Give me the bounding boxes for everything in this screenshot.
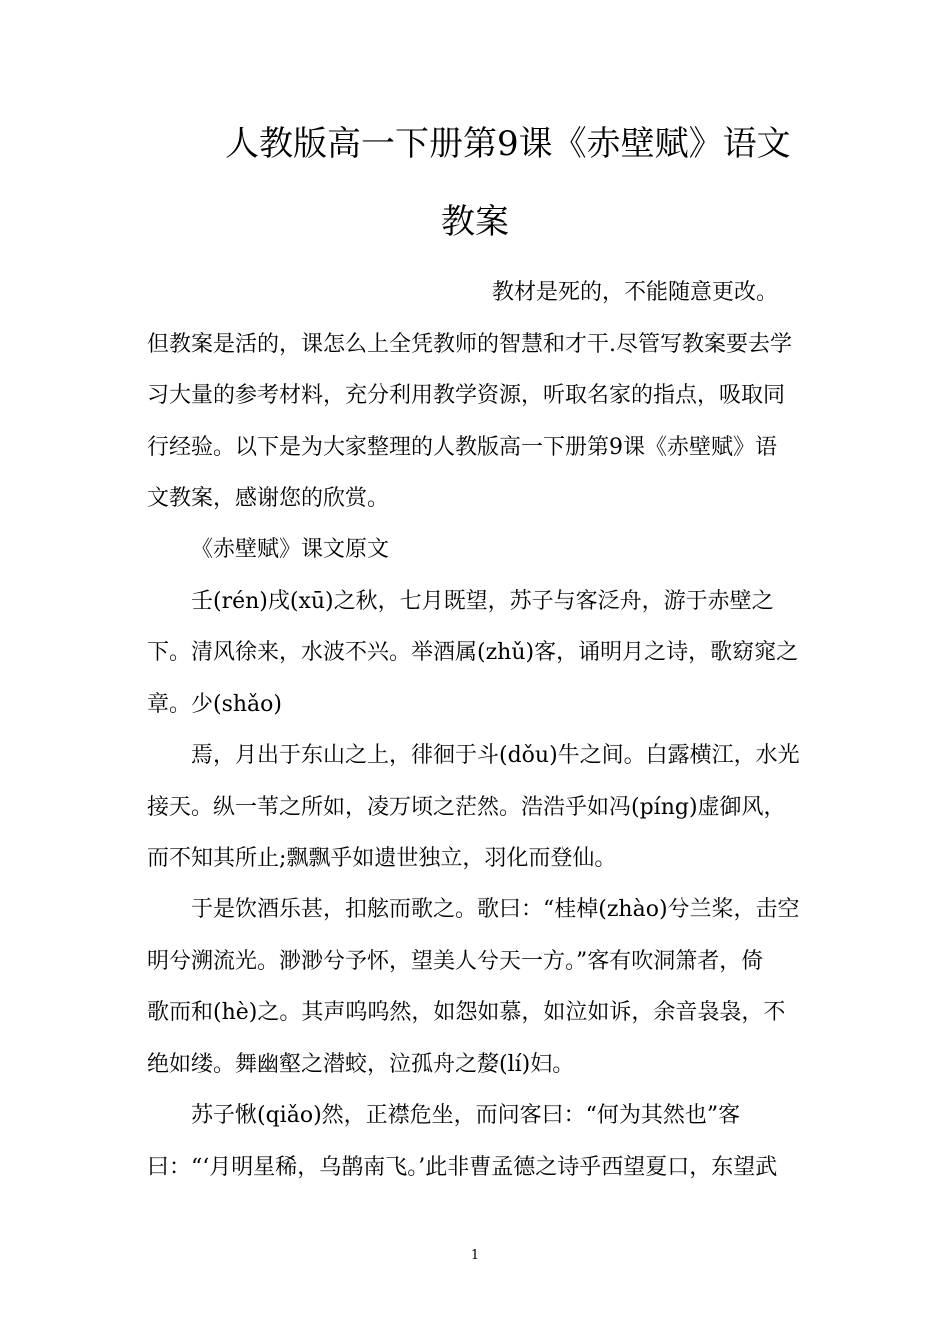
intro-line-4: 行经验。以下是为大家整理的人教版高一下册第9课《赤壁赋》语: [147, 435, 777, 460]
text-line-11: 苏子愀(qiǎo)然，正襟危坐，而问客曰：“何为其然也”客: [191, 1103, 741, 1128]
section-heading: 《赤壁赋》课文原文: [191, 537, 390, 562]
text-line-6: 而不知其所止;飘飘乎如遗世独立，羽化而登仙。: [147, 846, 617, 871]
page-number: 1: [470, 1248, 480, 1263]
intro-line-2: 但教案是活的，课怎么上全凭教师的智慧和才干.尽管写教案要去学: [147, 332, 792, 357]
text-line-9: 歌而和(hè)之。其声呜呜然，如怨如慕，如泣如诉，余音袅袅，不: [147, 1000, 786, 1025]
intro-line-5: 文教案，感谢您的欣赏。: [147, 486, 390, 511]
intro-line-3: 习大量的参考材料，充分利用教学资源，听取名家的指点，吸取同: [147, 383, 786, 408]
text-line-2: 下。清风徐来，水波不兴。举酒属(zhǔ)客，诵明月之诗，歌窈窕之: [147, 640, 799, 665]
text-line-10: 绝如缕。舞幽壑之潜蛟，泣孤舟之嫠(lí)妇。: [147, 1052, 575, 1077]
intro-line-1: 教材是死的，不能随意更改。: [492, 280, 779, 305]
text-line-3: 章。少(shǎo): [147, 692, 282, 717]
text-line-1: 壬(rén)戌(xū)之秋，七月既望，苏子与客泛舟，游于赤壁之: [191, 589, 774, 614]
text-line-4: 焉，月出于东山之上，徘徊于斗(dǒu)牛之间。白露横江，水光: [191, 743, 800, 768]
text-line-8: 明兮溯流光。渺渺兮予怀，望美人兮天一方。”客有吹洞箫者，倚: [147, 949, 764, 974]
text-line-12: 曰：“‘月明星稀，乌鹊南飞。’此非曹孟德之诗乎西望夏口，东望武: [147, 1155, 778, 1180]
document-title-line-1: 人教版高一下册第9课《赤壁赋》语文: [225, 124, 791, 164]
text-line-5: 接天。纵一苇之所如，凌万顷之茫然。浩浩乎如冯(píng)虚御风，: [147, 795, 786, 820]
text-line-7: 于是饮酒乐甚，扣舷而歌之。歌曰：“桂棹(zhào)兮兰桨，击空: [191, 897, 800, 922]
document-title-line-2: 教案: [441, 202, 509, 242]
